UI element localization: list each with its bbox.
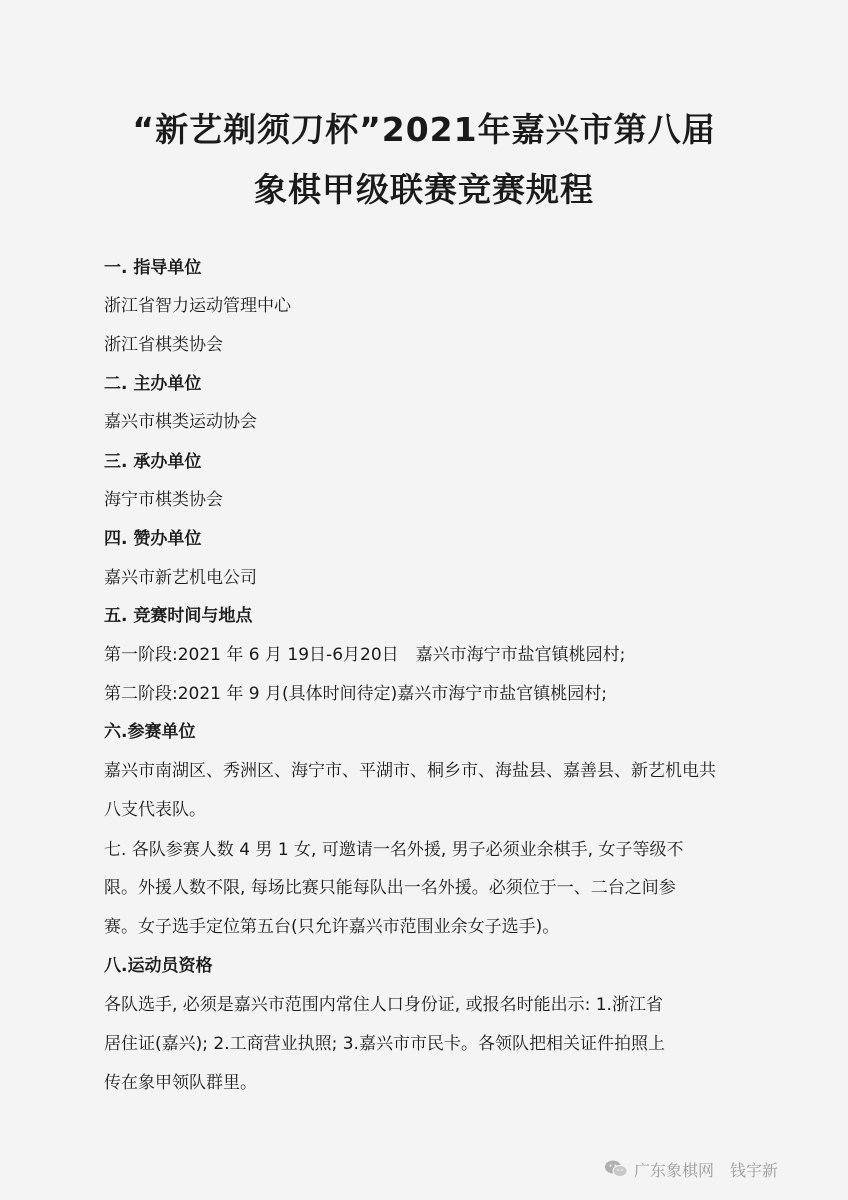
section-heading: 四. 赞办单位 <box>104 529 202 549</box>
body-line: 海宁市棋类协会 <box>104 490 223 510</box>
body-line: 赛。女子选手定位第五台(只允许嘉兴市范围业余女子选手)。 <box>104 917 560 937</box>
section-heading: 五. 竞赛时间与地点 <box>104 606 253 626</box>
watermark-text: 广东象棋网 钱宇新 <box>633 1160 778 1180</box>
body-line: 传在象甲领队群里。 <box>104 1073 257 1093</box>
body-line: 嘉兴市新艺机电公司 <box>104 568 257 588</box>
section-heading: 八.运动员资格 <box>104 956 213 976</box>
wechat-icon <box>604 1159 628 1179</box>
body-line: 第一阶段:2021 年 6 月 19日-6月20日 嘉兴市海宁市盐官镇桃园村; <box>104 645 626 665</box>
body-line: 嘉兴市南湖区、秀洲区、海宁市、平湖市、桐乡市、海盐县、嘉善县、新艺机电共 <box>104 761 716 781</box>
body-line: 限。外援人数不限, 每场比赛只能每队出一名外援。必须位于一、二台之间参 <box>104 878 676 898</box>
body-line: 居住证(嘉兴); 2.工商营业执照; 3.嘉兴市市民卡。各领队把相关证件拍照上 <box>104 1034 665 1054</box>
watermark <box>604 1154 778 1184</box>
body-line: 第二阶段:2021 年 9 月(具体时间待定)嘉兴市海宁市盐官镇桃园村; <box>104 684 608 704</box>
body-line: 八支代表队。 <box>104 800 206 820</box>
section-heading: 六.参赛单位 <box>104 722 196 742</box>
document-title-line-2: 象棋甲级联赛竞赛规程 <box>254 170 594 209</box>
body-line: 浙江省棋类协会 <box>104 335 223 355</box>
section-heading: 二. 主办单位 <box>104 374 202 394</box>
body-line: 各队选手, 必须是嘉兴市范围内常住人口身份证, 或报名时能出示: 1.浙江省 <box>104 995 663 1015</box>
body-line: 浙江省智力运动管理中心 <box>104 296 291 316</box>
body-line: 七. 各队参赛人数 4 男 1 女, 可邀请一名外援, 男子必须业余棋手, 女子等级不 <box>104 840 684 860</box>
body-line: 嘉兴市棋类运动协会 <box>104 412 257 432</box>
section-heading: 三. 承办单位 <box>104 452 202 472</box>
document-title-line-1: “新艺剃须刀杯”2021年嘉兴市第八届 <box>132 110 716 149</box>
section-heading: 一. 指导单位 <box>104 258 202 278</box>
